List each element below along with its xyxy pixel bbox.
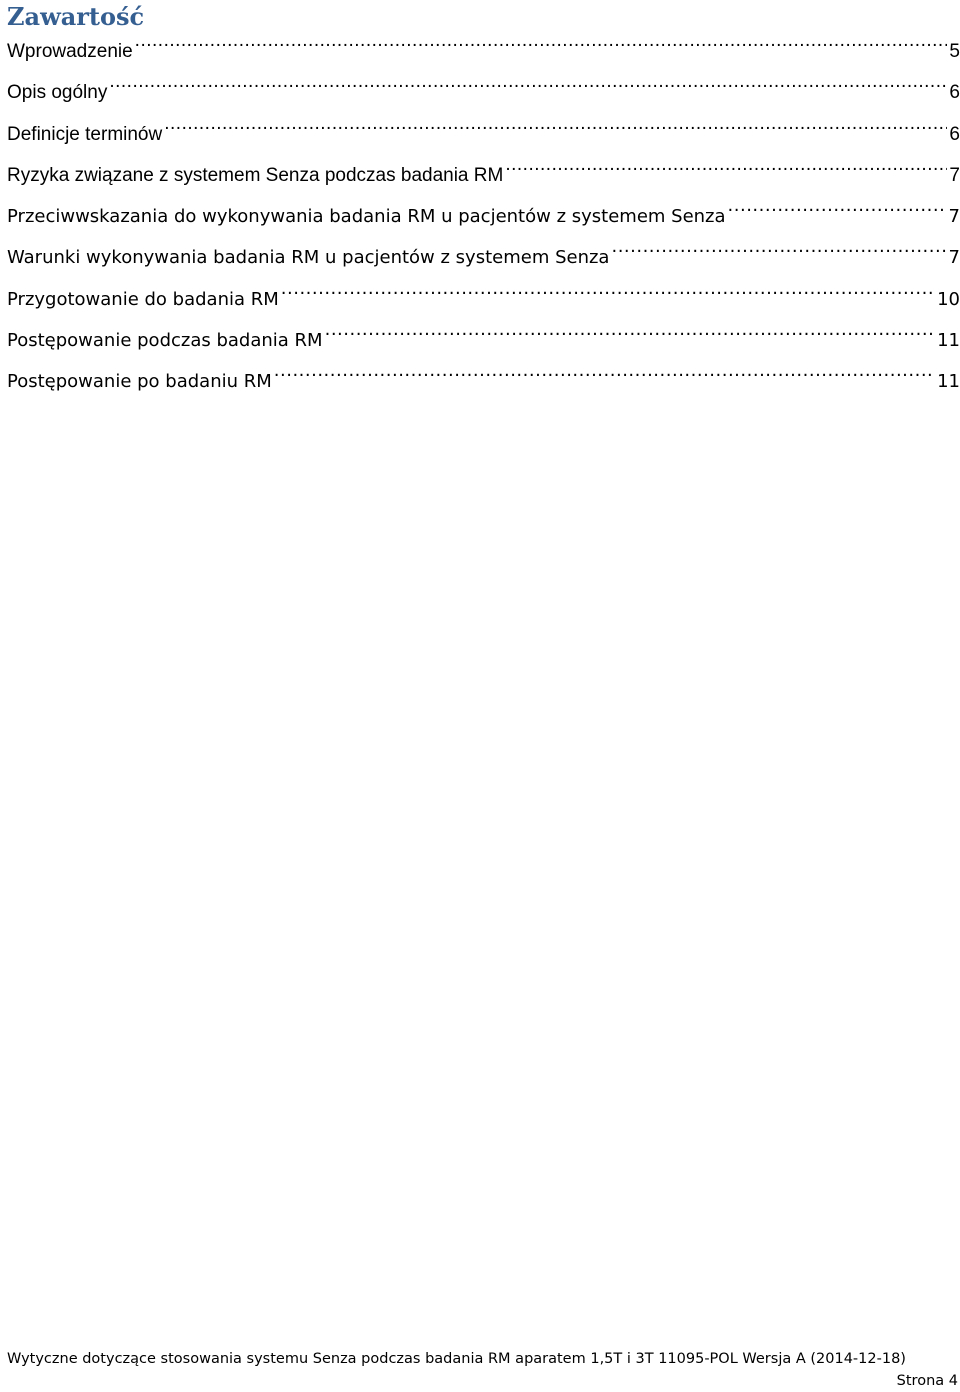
- toc-entry-label: Ryzyka związane z systemem Senza podczas badania RM: [7, 164, 504, 186]
- toc-entry-label: Warunki wykonywania badania RM u pacjentów z systemem Senza: [7, 247, 610, 269]
- toc-leader-dots: [505, 162, 947, 181]
- toc-entry-page: 11: [937, 330, 960, 352]
- toc-entry-label: Wprowadzenie: [7, 41, 133, 62]
- toc-entry-label: Przeciwwskazania do wykonywania badania RM u pacjentów z systemem Senza: [7, 206, 726, 228]
- toc-title: Zawartość: [7, 2, 145, 31]
- toc-leader-dots: [281, 287, 935, 305]
- toc-entry-przeciwwskazania[interactable]: [7, 199, 960, 240]
- toc-entry-przygotowanie[interactable]: [7, 282, 960, 323]
- toc-entry-label: Definicje terminów: [7, 123, 163, 145]
- toc-entry-postepowanie-po[interactable]: [7, 364, 960, 405]
- toc-leader-dots: [109, 79, 947, 98]
- toc-entry-page: 7: [948, 247, 960, 269]
- footer-page-number: Strona 4: [896, 1373, 958, 1389]
- toc-leader-dots: [274, 369, 935, 387]
- toc-entry-label: Postępowanie po badaniu RM: [7, 371, 272, 393]
- toc-entry-page: 10: [937, 288, 960, 310]
- toc-entry-opis-ogolny[interactable]: [7, 75, 960, 116]
- toc-entry-label: Opis ogólny: [7, 82, 108, 104]
- toc-entry-definicje-terminow[interactable]: [7, 117, 960, 158]
- toc-leader-dots: [135, 38, 948, 57]
- footer-document-title: Wytyczne dotyczące stosowania systemu Senza podczas badania RM aparatem 1,5T i 3T 11095-POL Wersja A (2014-12-18): [7, 1351, 906, 1367]
- page-footer: [7, 1348, 958, 1392]
- toc-list: [7, 34, 960, 406]
- toc-entry-wprowadzenie[interactable]: [7, 34, 960, 75]
- toc-entry-page: 6: [949, 123, 960, 145]
- toc-entry-postepowanie-podczas[interactable]: [7, 323, 960, 364]
- toc-entry-page: 7: [949, 164, 960, 186]
- toc-entry-warunki[interactable]: [7, 240, 960, 281]
- toc-entry-label: Postępowanie podczas badania RM: [7, 330, 323, 352]
- toc-leader-dots: [728, 204, 947, 222]
- toc-leader-dots: [611, 245, 946, 263]
- toc-entry-page: 7: [948, 206, 960, 228]
- toc-entry-page: 6: [949, 82, 960, 104]
- toc-entry-label: Przygotowanie do badania RM: [7, 288, 279, 310]
- toc-leader-dots: [325, 328, 936, 346]
- toc-entry-page: 11: [937, 371, 960, 393]
- toc-leader-dots: [164, 121, 947, 140]
- toc-entry-page: 5: [949, 41, 960, 62]
- toc-entry-ryzyka[interactable]: [7, 158, 960, 199]
